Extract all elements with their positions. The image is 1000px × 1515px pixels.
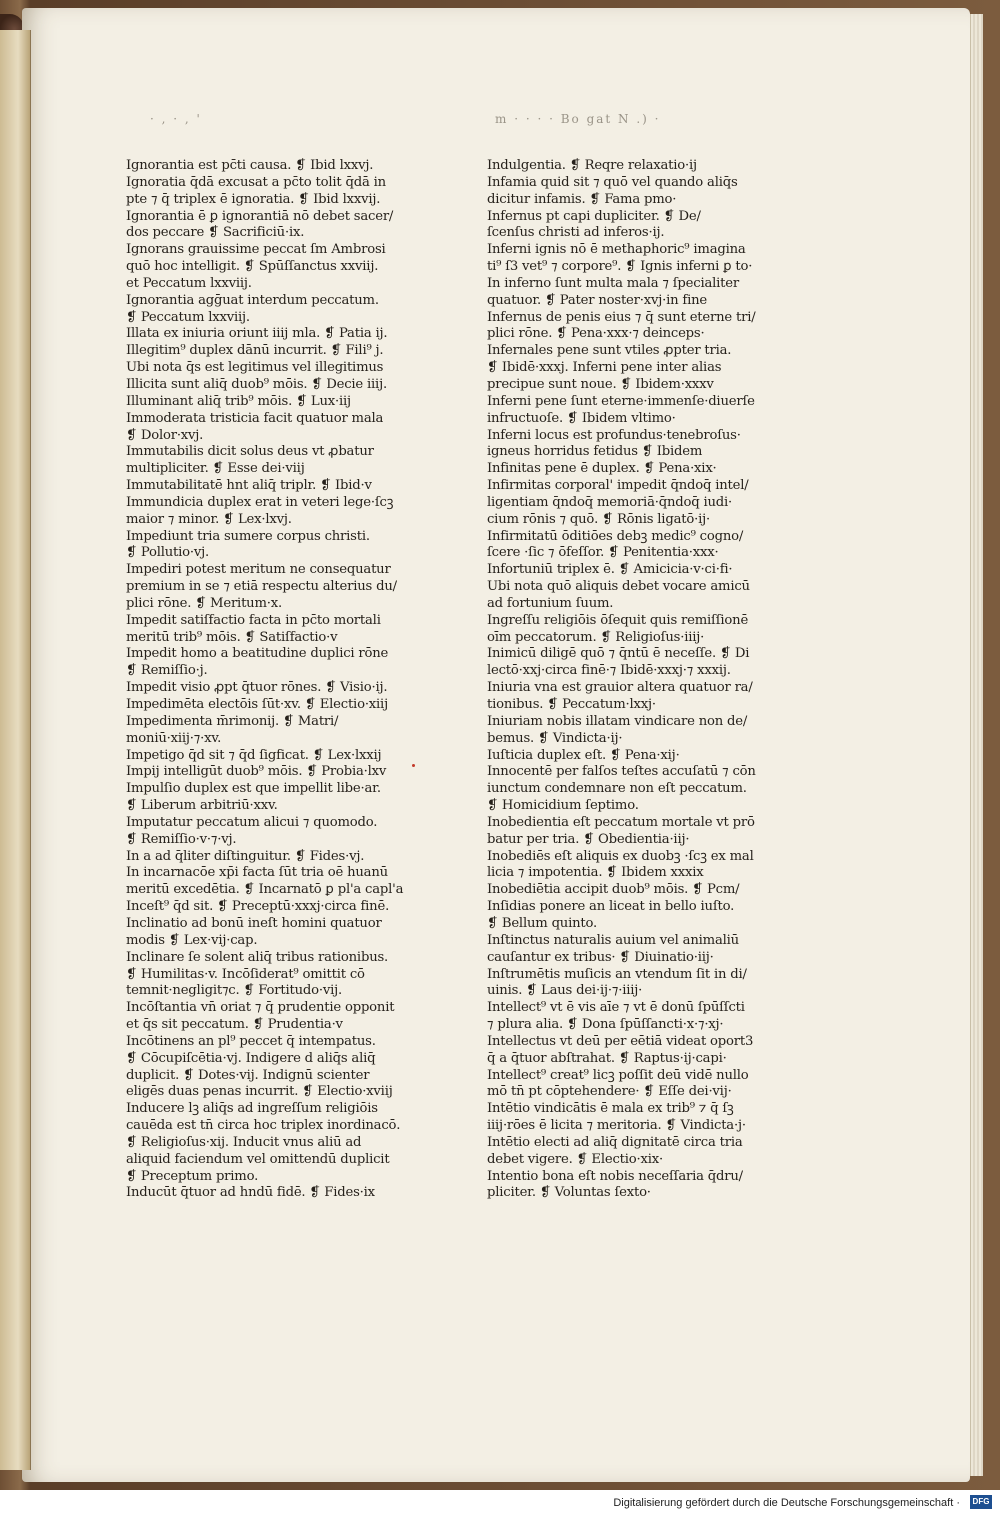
- ink-mark: [412, 764, 415, 767]
- text-line: Ignorantia ē ꝑ ignorantiā nō debet sacer/: [126, 208, 394, 224]
- text-line: modis ❡ Lex·vij·cap.: [126, 932, 258, 948]
- text-line: Inimicū diligē quō ⁊ q̄ntū ē neceſſe. ❡ Di: [487, 646, 750, 662]
- text-line: ❡ Remiſſio·j.: [126, 663, 208, 679]
- text-line: ⁊ plura alia. ❡ Dona ſpūſſancti·x·⁊·xj·: [487, 1017, 724, 1033]
- text-line: Immoderata tristicia facit quatuor mala: [126, 410, 384, 426]
- footer-credit: Digitalisierung gefördert durch die Deutsche Forschungsgemeinschaft ·: [613, 1497, 960, 1509]
- text-line: plici rōne. ❡ Meritum·x.: [126, 595, 282, 611]
- text-line: ti⁹ ſ3 vet⁹ ⁊ corpore⁹. ❡ Ignis inferni ꝑ to·: [487, 259, 753, 275]
- text-line: cium rōnis ⁊ quō. ❡ Rōnis ligatō·ij·: [487, 511, 710, 527]
- text-line: Intellect⁹ vt ē vis aīe ⁊ vt ē donū ſpūſſcti: [487, 1000, 745, 1016]
- text-line: infructuoſe. ❡ Ibidem vltimo·: [487, 410, 676, 426]
- text-line: Inobediētia accipit̄ duob⁹ mōis. ❡ Pcm/: [487, 882, 740, 898]
- text-line: dicitur infamis. ❡ Fama pmo·: [487, 191, 677, 207]
- left-column: [126, 158, 426, 1202]
- text-line: ❡ Remiſſio·v·⁊·vj.: [126, 831, 237, 847]
- text-line: pliciter. ❡ Voluntas ſexto·: [487, 1185, 651, 1201]
- text-line: ſcenſus christi ad inferos·ij.: [487, 225, 665, 241]
- text-line: In incarnacōe xp̄i facta ſūt tria oē h̄uanū: [126, 865, 388, 881]
- text-line: mō tn̄ pt̄ cōptehendere· ❡ Eſſe dei·vij·: [487, 1084, 732, 1100]
- text-line: Ignorantia est pc̄ti causa. ❡ Ibid̄ lxxvj.: [126, 158, 374, 173]
- text-line: moniū·xiij·⁊·xv.: [126, 730, 222, 746]
- text-line: quō hoc intelligit. ❡ Spūſſanctus xxviij.: [126, 259, 379, 275]
- text-line: Infernales pene sunt vtiles ꝓpter tria.: [487, 343, 732, 359]
- text-line: ❡ Humilitas·v. Incōſiderat⁹ omittit cō: [126, 966, 365, 982]
- text-line: Innocentē per falſos teſtes accuſatū ⁊ cōn: [487, 764, 756, 780]
- text-line: Inferni locus est profundus·tenebroſus·: [487, 427, 741, 443]
- text-line: premium in se ⁊ etiā respectu alterius du/: [126, 579, 397, 595]
- text-line: precipue sunt noue. ❡ Ibidem·xxxv: [487, 376, 714, 392]
- text-line: ad fortunium ſuum.: [487, 595, 614, 611]
- text-line: Intētio electi ad aliq̄ dignitatē circa tria: [487, 1134, 743, 1150]
- text-line: Immutabilitatē h̄nt aliq̄ tripl̄r. ❡ Ibid̄·v: [126, 478, 372, 494]
- text-line: Immutabilis dicit̄ solus deus vt ꝓbatur: [126, 444, 374, 460]
- text-line: iunctum condemnare non eſt peccatum.: [487, 781, 747, 797]
- text-line: meritū trib⁹ mōis. ❡ Satiſfactio·v: [126, 629, 338, 645]
- text-line: ❡ Bellum quinto.: [487, 915, 598, 931]
- text-line: Impedit visio ꝓpt̄ q̄tuor rōnes. ❡ Visio·ij.: [126, 680, 388, 696]
- dfg-logo: DFG: [970, 1495, 992, 1509]
- text-line: Iuſticia duplex eſt. ❡ Pena·xij·: [487, 747, 680, 763]
- text-line: Infernus pt̄ capi dupliciter. ❡ De/: [487, 208, 701, 224]
- text-line: plici rōne. ❡ Pena·xxx·⁊ deinceps·: [487, 326, 705, 342]
- text-line: Illuminant aliq̄ trib⁹ mōis. ❡ Lux·iij: [126, 393, 351, 409]
- text-line: ❡ Pollutio·vj.: [126, 545, 210, 561]
- text-line: Inſtrumētis muſicis an vtendum ſit in di/: [487, 966, 747, 982]
- text-line: Illicita sunt aliq̄ duob⁹ mōis. ❡ Decie iiij.: [126, 376, 387, 392]
- text-line: debet vigere. ❡ Electio·xix·: [487, 1151, 663, 1167]
- text-line: Inferni ignis nō ē methaphoric⁹ imagina: [487, 242, 746, 258]
- text-line: Ubi nota quō aliquis debet vocare amicū: [487, 579, 750, 595]
- text-line: cauſantur ex tribus· ❡ Diuinatio·iij·: [487, 949, 714, 965]
- text-line: batur per tria. ❡ Obedientia·iij·: [487, 831, 690, 847]
- text-line: uinis. ❡ Laus dei·ij·⁊·iiij·: [487, 983, 643, 999]
- text-line: licia ⁊ impotentia. ❡ Ibidem xxxix: [487, 865, 704, 881]
- text-line: Ubi nota q̄s est legitimus vel illegitimus: [126, 360, 384, 376]
- text-line: Inſidias ponere an liceat in bello iuſto.: [487, 899, 735, 915]
- text-line: aliquid faciendum vel omittendū duplicit̄: [126, 1151, 390, 1167]
- running-head-right: m · · · · Bo gat N .) ·: [495, 112, 661, 126]
- text-line: Intentio bona eſt nobis neceſſaria q̄dru/: [487, 1168, 743, 1184]
- text-line: ❡ Homicidium ſeptimo.: [487, 798, 639, 814]
- text-line: ❡ Preceptum primo.: [126, 1168, 259, 1184]
- text-line: Imputatur peccatum alicui ⁊ quomodo.: [126, 814, 378, 830]
- text-line: eligēs duas penas incurrit. ❡ Electio·xviij: [126, 1084, 393, 1100]
- text-line: Inobedientia eſt peccatum mortale vt prō: [487, 814, 755, 830]
- text-line: Immundicia duplex erat in veteri lege·ſcꝫ: [126, 494, 394, 510]
- text-line: Inceſt⁹ q̄d sit. ❡ Preceptū·xxxj·circa finē.: [126, 899, 390, 915]
- text-line: ❡ Religioſus·xij. Inducit vnus aliū ad: [126, 1134, 362, 1150]
- text-line: quatuor. ❡ Pater noster·xvj·in fine: [487, 292, 708, 308]
- text-line: Inobediēs eſt aliquis ex duobꝫ ·ſcꝫ ex mal: [487, 848, 754, 864]
- text-line: Impetigo q̄d sit ⁊ q̄d ſigficat. ❡ Lex·lxxij: [126, 747, 382, 763]
- right-column: [487, 158, 783, 1202]
- text-line: Infernus de penis eius ⁊ q̄ sunt eterne tri/: [487, 309, 756, 325]
- text-line: maior ⁊ minor. ❡ Lex·lxvj.: [126, 511, 292, 527]
- text-line: Iniuria vna est grauior altera quatuor ra/: [487, 680, 753, 696]
- text-line: Impulſio duplex est que impellit libe·ar.: [126, 781, 381, 797]
- text-line: Infortuniū triplex ē. ❡ Amicicia·v·ci·fi·: [487, 562, 733, 578]
- text-line: Illegitim⁹ duplex dānū incurrit. ❡ Fili⁹ j.: [126, 343, 384, 359]
- text-line: ❡ Peccatum lxxviij.: [126, 309, 250, 325]
- text-line: Inſtinctus naturalis auium vel animaliū: [487, 932, 739, 948]
- text-line: tionibus. ❡ Peccatum·lxxj·: [487, 697, 656, 712]
- text-line: Inclinare ſe solent aliq̄ tribus rationibus.: [126, 949, 389, 965]
- text-line: et Peccatum lxxviij.: [126, 275, 252, 291]
- text-line: pte ⁊ q̄ triplex ē ignoratia. ❡ Ibid̄ lxxvij.: [126, 191, 381, 207]
- text-line: ❡ Liberum arbitriū·xxv.: [126, 798, 278, 814]
- text-line: Iniuriam nobis illatam vindicare non de/: [487, 713, 748, 729]
- text-line: Intellect⁹ creat⁹ licꝫ poſſit deū vidē nullo: [487, 1067, 749, 1083]
- text-line: ſcere ·ſic ⁊ ōfeſſor. ❡ Penitentia·xxx·: [487, 545, 719, 561]
- text-line: iiij·rōes ē licita ⁊ meritoria. ❡ Vindicta·j·: [487, 1118, 746, 1134]
- text-line: q̄ a q̄tuor abſtrahat. ❡ Raptus·ij·capi·: [487, 1050, 727, 1066]
- text-line: meritū excedētia. ❡ Incarnatō ꝑ pl'a capl'a: [126, 882, 404, 898]
- text-line: bemus. ❡ Vindicta·ij·: [487, 730, 623, 746]
- text-line: Impediunt tria sumere corpus christi.: [126, 528, 370, 544]
- text-line: Ignoratia q̄dā excusat a pc̄to tolit q̄dā in: [126, 174, 386, 190]
- text-line: Ignorantia agḡuat interdum peccatum.: [126, 292, 379, 308]
- text-line: duplicit̄. ❡ Dotes·vij. Indignū scienter: [126, 1067, 370, 1083]
- text-line: oīm peccatorum. ❡ Religioſus·iiij·: [487, 629, 705, 645]
- text-line: Impedit satiſfactio facta in pc̄to mortali: [126, 612, 381, 628]
- text-line: et q̄s sit peccatum. ❡ Prudentia·v: [126, 1017, 343, 1033]
- text-line: dos peccare ❡ Sacrificiū·ix.: [126, 225, 305, 241]
- text-line: ❡ Cōcupiſcētia·vj. Indigere d̄ aliq̄s aliq̄: [126, 1050, 376, 1066]
- text-line: lectō·xxj·circa finē·⁊ Ibidē·xxxj·⁊ xxxij.: [487, 663, 731, 679]
- text-line: Inducūt q̄tuor ad h̄ndū fidē. ❡ Fides·ix: [126, 1185, 375, 1201]
- running-head-left: · , · , ': [150, 112, 202, 126]
- text-line: Infirmitas corporal' impedit q̄ndoq̄ intel/: [487, 478, 749, 494]
- text-line: ❡ Ibidē·xxxj. Inferni pene inter alias: [487, 360, 722, 376]
- text-line: Ignorans grauissime peccat ſm Ambrosi: [126, 242, 386, 258]
- text-line: ligentiam q̄ndoq̄ memoriā·q̄ndoq̄ iudi·: [487, 494, 733, 510]
- text-line: Incōtinens an pl⁹ peccet q̄ intempatus.: [126, 1033, 376, 1049]
- text-line: igneus horridus fetidus ❡ Ibidem: [487, 444, 703, 460]
- text-line: Illata ex iniuria oriunt iiij mla. ❡ Patia ij.: [126, 326, 388, 342]
- facing-page-edge: [0, 30, 31, 1470]
- text-line: Inferni pene ſunt eterne·immenſe·diuerſe: [487, 393, 755, 409]
- text-line: Impij intelligūt duob⁹ mōis. ❡ Probia·lxv: [126, 764, 387, 780]
- text-line: Indulgentia. ❡ Reqre relaxatio·ij: [487, 158, 697, 173]
- text-line: Impedimenta m̄rimonij. ❡ Matri/: [126, 713, 339, 729]
- text-line: ❡ Dolor·xvj.: [126, 427, 204, 443]
- text-line: In inferno ſunt multa mala ⁊ ſpecialiter: [487, 275, 739, 291]
- text-line: In a ad q̄liter diſtinguitur. ❡ Fides·vj.: [126, 848, 365, 864]
- text-line: Infirmitatū ōditiōes debꝫ medic⁹ cogno/: [487, 528, 744, 544]
- text-line: Impedimēta electōis ſūt·xv. ❡ Electio·xiij: [126, 697, 388, 712]
- text-line: Ingreſſu religiōis ōſequit̄ quis remiſſionē: [487, 612, 749, 628]
- text-line: Infinitas pene ē duplex. ❡ Pena·xix·: [487, 461, 717, 477]
- text-line: Infamia quid sit ⁊ quō vel quando aliq̄s: [487, 174, 738, 190]
- text-line: Inclinatio ad bonū ineſt homini quatuor: [126, 915, 382, 931]
- text-line: Impedit̄ homo a beatitudine duplici rōne: [126, 646, 389, 662]
- text-line: Intellectus vt deū per eētiā videat oport3: [487, 1033, 754, 1049]
- text-line: Incōſtantia vn̄ oriat̄ ⁊ q̄ prudentie opponit: [126, 1000, 395, 1016]
- text-line: multipliciter. ❡ Esse dei·viij: [126, 461, 305, 477]
- text-line: temnit·negligit⁊c. ❡ Fortitudo·vij.: [126, 983, 343, 999]
- text-line: Intētio vindicātis ē mala ex trib⁹ ⁊ q̄ ſꝫ: [487, 1101, 734, 1117]
- text-line: Inducere lꝫ aliq̄s ad ingreſſum religiōis: [126, 1101, 378, 1117]
- text-line: Impediri potest meritum ne consequatur: [126, 562, 391, 578]
- page-stack-edge: [970, 14, 983, 1476]
- text-line: cauēda est tn̄ circa hoc triplex inordinacō.: [126, 1118, 401, 1134]
